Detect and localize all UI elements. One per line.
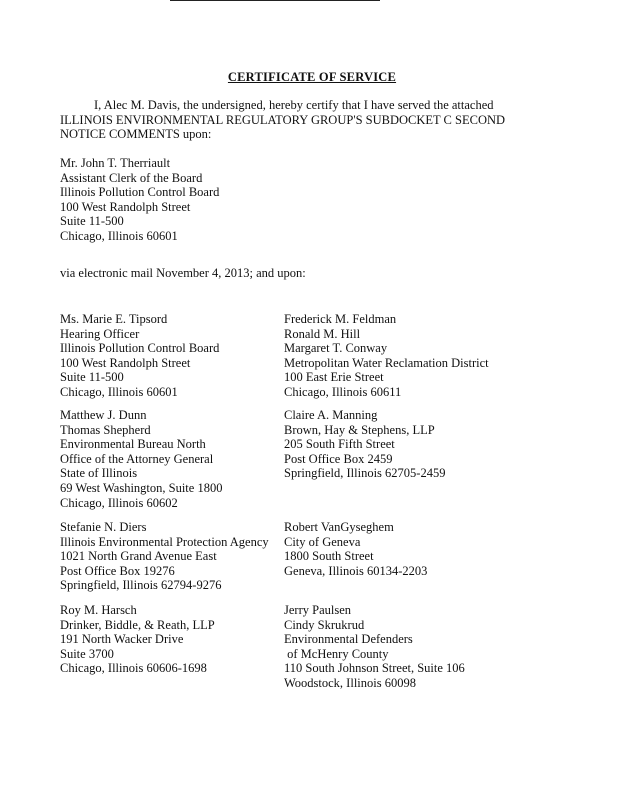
address-line: Chicago, Illinois 60606-1698 — [60, 661, 207, 676]
address-line: Mr. John T. Therriault — [60, 156, 171, 170]
address-line: Brown, Hay & Stephens, LLP — [284, 422, 435, 437]
address-line: Roy M. Harsch — [60, 603, 137, 617]
address-line: Post Office Box 2459 — [284, 451, 393, 466]
address-line: Suite 3700 — [60, 646, 114, 661]
address-line: Illinois Environmental Protection Agency — [60, 534, 269, 549]
address-line: Geneva, Illinois 60134-2203 — [284, 563, 428, 578]
address-line: Chicago, Illinois 60611 — [284, 384, 402, 399]
address-line: Drinker, Biddle, & Reath, LLP — [60, 617, 215, 632]
address-line: Illinois Pollution Control Board — [60, 341, 220, 356]
service-address-right — [284, 520, 427, 578]
address-line: Chicago, Illinois 60601 — [60, 384, 178, 399]
address-line: Cindy Skrukrud — [284, 617, 365, 632]
address-line: Hearing Officer — [60, 326, 140, 341]
address-line: Jerry Paulsen — [284, 603, 351, 617]
address-line: Thomas Shepherd — [60, 422, 151, 437]
address-line: 100 East Erie Street — [284, 370, 384, 385]
address-line: of McHenry County — [284, 646, 389, 661]
service-address-left — [60, 603, 215, 676]
address-line: Springfield, Illinois 62794-9276 — [60, 578, 222, 593]
top-rule — [170, 0, 380, 1]
address-line: Metropolitan Water Reclamation District — [284, 355, 489, 370]
address-line: Office of the Attorney General — [60, 451, 214, 466]
address-line: Chicago, Illinois 60601 — [60, 228, 178, 243]
address-line: Suite 11-500 — [60, 370, 124, 385]
address-line: Matthew J. Dunn — [60, 408, 147, 422]
address-line: 1021 North Grand Avenue East — [60, 549, 217, 564]
address-line: Environmental Defenders — [284, 632, 413, 647]
service-address-right — [284, 603, 465, 691]
primary-recipient-address — [60, 156, 219, 244]
service-address-right — [284, 408, 445, 481]
address-line: Ms. Marie E. Tipsord — [60, 312, 168, 326]
address-line: Suite 11-500 — [60, 214, 124, 229]
address-line: Stefanie N. Diers — [60, 520, 147, 534]
service-address-right — [284, 312, 489, 400]
address-line: 191 North Wacker Drive — [60, 632, 184, 647]
address-line: Assistant Clerk of the Board — [60, 170, 203, 185]
service-address-left — [60, 312, 219, 400]
address-line: Chicago, Illinois 60602 — [60, 495, 178, 510]
address-line: State of Illinois — [60, 466, 138, 481]
address-line: 205 South Fifth Street — [284, 437, 395, 452]
address-line: Post Office Box 19276 — [60, 563, 175, 578]
address-line: City of Geneva — [284, 534, 361, 549]
address-line: Ronald M. Hill — [284, 326, 361, 341]
service-address-left — [60, 408, 222, 510]
address-line: Margaret T. Conway — [284, 341, 388, 356]
intro-paragraph: I, Alec M. Davis, the undersigned, hereby certify that I have served the attached ILLINOIS ENVIRONMENTAL REGULATORY GROUP'S SUBDOCKET C SECOND NOTICE COMMENTS upon: — [60, 98, 506, 142]
address-line: Claire A. Manning — [284, 408, 378, 422]
address-line: Woodstock, Illinois 60098 — [284, 675, 416, 690]
address-line: 110 South Johnson Street, Suite 106 — [284, 661, 465, 676]
address-line: Frederick M. Feldman — [284, 312, 397, 326]
page-title: CERTIFICATE OF SERVICE — [227, 70, 397, 84]
address-line: 100 West Randolph Street — [60, 355, 191, 370]
address-line: Environmental Bureau North — [60, 437, 206, 452]
address-line: Robert VanGyseghem — [284, 520, 394, 534]
address-line: 69 West Washington, Suite 1800 — [60, 480, 223, 495]
via-line: via electronic mail November 4, 2013; and upon: — [60, 266, 306, 280]
address-line: 1800 South Street — [284, 549, 374, 564]
address-line: Springfield, Illinois 62705-2459 — [284, 466, 446, 481]
service-address-left — [60, 520, 269, 593]
address-line: 100 West Randolph Street — [60, 199, 191, 214]
address-line: Illinois Pollution Control Board — [60, 185, 220, 200]
